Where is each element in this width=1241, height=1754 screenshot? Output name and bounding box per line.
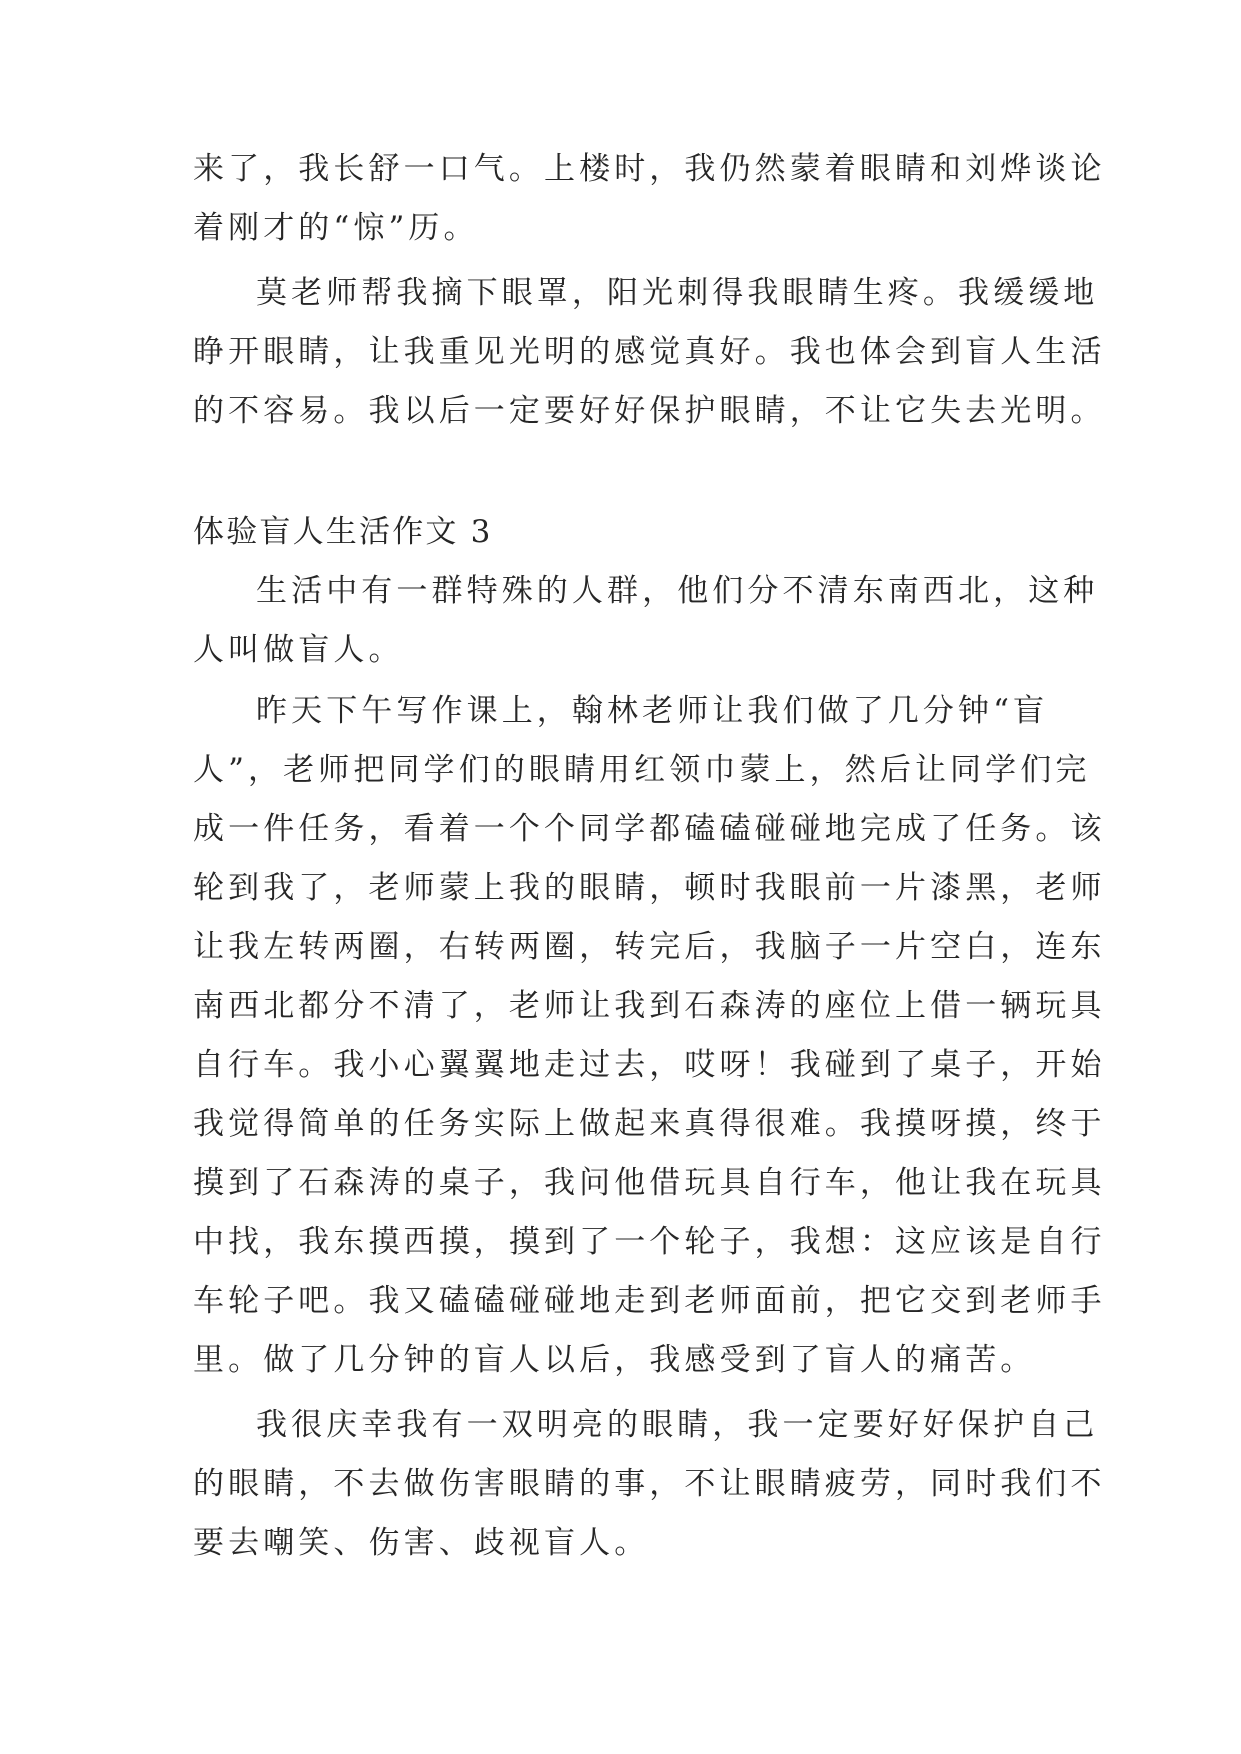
text-line: 里。做了几分钟的盲人以后，我感受到了盲人的痛苦。 <box>193 1342 1036 1378</box>
text-line: 着刚才的“惊”历。 <box>193 210 479 246</box>
text-line: 中找，我东摸西摸，摸到了一个轮子，我想：这应该是自行 <box>193 1224 1106 1260</box>
text-line: 我觉得简单的任务实际上做起来真得很难。我摸呀摸，终于 <box>193 1106 1106 1142</box>
text-line: 的眼睛，不去做伤害眼睛的事，不让眼睛疲劳，同时我们不 <box>193 1466 1106 1502</box>
text-line: 要去嘲笑、伤害、歧视盲人。 <box>193 1525 650 1561</box>
text-line: 的不容易。我以后一定要好好保护眼睛，不让它失去光明。 <box>193 393 1106 429</box>
text-line: 成一件任务，看着一个个同学都磕磕碰碰地完成了任务。该 <box>193 811 1106 847</box>
text-line: 自行车。我小心翼翼地走过去，哎呀！我碰到了桌子，开始 <box>193 1047 1106 1083</box>
text-line: 莫老师帮我摘下眼罩，阳光刺得我眼睛生疼。我缓缓地 <box>256 275 1099 311</box>
text-line: 昨天下午写作课上，翰林老师让我们做了几分钟“盲 <box>256 693 1049 729</box>
text-line: 睁开眼睛，让我重见光明的感觉真好。我也体会到盲人生活 <box>193 334 1106 370</box>
section-title: 体验盲人生活作文 3 <box>193 514 493 550</box>
text-line: 摸到了石森涛的桌子，我问他借玩具自行车，他让我在玩具 <box>193 1165 1106 1201</box>
text-line: 人叫做盲人。 <box>193 632 404 668</box>
text-line: 轮到我了，老师蒙上我的眼睛，顿时我眼前一片漆黑，老师 <box>193 870 1106 906</box>
text-line: 南西北都分不清了，老师让我到石森涛的座位上借一辆玩具 <box>193 988 1106 1024</box>
text-line: 车轮子吧。我又磕磕碰碰地走到老师面前，把它交到老师手 <box>193 1283 1106 1319</box>
text-line: 让我左转两圈，右转两圈，转完后，我脑子一片空白，连东 <box>193 929 1106 965</box>
text-line: 人”，老师把同学们的眼睛用红领巾蒙上，然后让同学们完 <box>193 752 1091 788</box>
text-line: 生活中有一群特殊的人群，他们分不清东南西北，这种 <box>256 573 1099 609</box>
text-line: 我很庆幸我有一双明亮的眼睛，我一定要好好保护自己 <box>256 1407 1099 1443</box>
text-line: 来了，我长舒一口气。上楼时，我仍然蒙着眼睛和刘烨谈论 <box>193 151 1106 187</box>
